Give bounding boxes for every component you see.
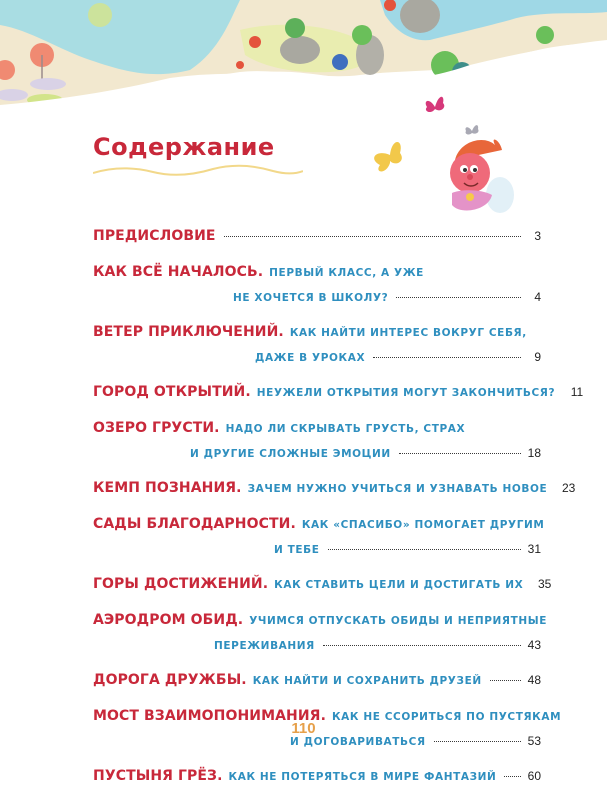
chapter-description: НАДО ЛИ СКРЫВАТЬ ГРУСТЬ, СТРАХ (225, 423, 466, 435)
chapter-title: АЭРОДРОМ ОБИД. (93, 612, 244, 628)
chapter-description: КАК НАЙТИ ИНТЕРЕС ВОКРУГ СЕБЯ, (289, 327, 527, 339)
toc-entry[interactable] (93, 516, 545, 566)
chapter-title: ГОРЫ ДОСТИЖЕНИЙ. (93, 576, 269, 592)
yellow-butterfly-icon (374, 142, 402, 172)
chapter-description-cont: НЕ ХОЧЕТСЯ В ШКОЛУ? (233, 292, 389, 304)
chapter-title: ПРЕДИСЛОВИЕ (93, 228, 216, 244)
fairy-mascot-illustration (360, 85, 540, 225)
dot-leader (434, 741, 521, 742)
chapter-description-cont: И ТЕБЕ (274, 544, 320, 556)
chapter-description: КАК НЕ ПОТЕРЯТЬСЯ В МИРЕ ФАНТАЗИЙ (228, 771, 497, 783)
pink-butterfly-icon (426, 97, 445, 112)
chapter-description: УЧИМСЯ ОТПУСКАТЬ ОБИДЫ И НЕПРИЯТНЫЕ (249, 615, 548, 627)
chapter-title: САДЫ БЛАГОДАРНОСТИ. (93, 516, 296, 532)
dot-leader (399, 453, 521, 454)
toc-entry[interactable] (93, 612, 548, 662)
chapter-title: ДОРОГА ДРУЖБЫ. (93, 672, 247, 688)
page-ref: 23 (561, 481, 576, 495)
toc-entry[interactable] (93, 768, 541, 794)
toc-entry[interactable] (93, 228, 541, 254)
dot-leader (504, 776, 521, 777)
dot-leader (396, 297, 521, 298)
chapter-description-cont: ПЕРЕЖИВАНИЯ (214, 640, 315, 652)
chapter-description: КАК «СПАСИБО» ПОМОГАЕТ ДРУГИМ (301, 519, 545, 531)
toc-entry[interactable] (93, 420, 541, 470)
chapter-description: КАК НЕ ССОРИТЬСЯ ПО ПУСТЯКАМ (331, 711, 562, 723)
chapter-description: ЗАЧЕМ НУЖНО УЧИТЬСЯ И УЗНАВАТЬ НОВОЕ (247, 483, 548, 495)
page-ref: 11 (570, 385, 584, 399)
toc-entry[interactable] (93, 576, 552, 602)
chapter-title: ВЕТЕР ПРИКЛЮЧЕНИЙ. (93, 324, 284, 340)
chapter-description-cont: И ДОГОВАРИВАТЬСЯ (290, 736, 426, 748)
dot-leader (373, 357, 521, 358)
toc-entry[interactable] (93, 480, 576, 506)
table-of-contents (93, 228, 584, 804)
chapter-title: КЕМП ПОЗНАНИЯ. (93, 480, 242, 496)
chapter-description: НЕУЖЕЛИ ОТКРЫТИЯ МОГУТ ЗАКОНЧИТЬСЯ? (256, 387, 556, 399)
toc-entry[interactable] (93, 324, 541, 374)
wave-underline-decoration (93, 163, 303, 177)
page-ref: 43 (527, 638, 541, 652)
page-ref: 9 (534, 350, 541, 364)
page-number: 110 (291, 720, 316, 737)
page-ref: 3 (534, 229, 541, 243)
page-ref: 31 (527, 542, 541, 556)
dot-leader (328, 549, 521, 550)
toc-entry[interactable] (93, 384, 584, 410)
fairy-character-icon (450, 140, 514, 213)
dot-leader (224, 236, 521, 237)
chapter-title: ПУСТЫНЯ ГРЁЗ. (93, 768, 223, 784)
page-ref: 48 (527, 673, 541, 687)
chapter-title: КАК ВСЁ НАЧАЛОСЬ. (93, 264, 264, 280)
dot-leader (323, 645, 521, 646)
page-ref: 18 (527, 446, 541, 460)
chapter-description-cont: И ДРУГИЕ СЛОЖНЫЕ ЭМОЦИИ (190, 448, 391, 460)
chapter-description: КАК СТАВИТЬ ЦЕЛИ И ДОСТИГАТЬ ИХ (274, 579, 524, 591)
page-ref: 53 (527, 734, 541, 748)
page-ref: 4 (534, 290, 541, 304)
chapter-description: КАК НАЙТИ И СОХРАНИТЬ ДРУЗЕЙ (252, 675, 482, 687)
toc-entry[interactable] (93, 264, 541, 314)
gray-butterfly-icon (465, 125, 478, 134)
dot-leader (490, 680, 521, 681)
page-title: Содержание (93, 133, 275, 161)
chapter-title: МОСТ ВЗАИМОПОНИМАНИЯ. (93, 708, 326, 724)
page-ref: 35 (537, 577, 552, 591)
page-ref: 60 (527, 769, 541, 783)
chapter-description-cont: ДАЖЕ В УРОКАХ (255, 352, 366, 364)
chapter-title: ГОРОД ОТКРЫТИЙ. (93, 384, 251, 400)
chapter-description: ПЕРВЫЙ КЛАСС, А УЖЕ (269, 267, 424, 279)
toc-entry[interactable] (93, 672, 541, 698)
chapter-title: ОЗЕРО ГРУСТИ. (93, 420, 220, 436)
